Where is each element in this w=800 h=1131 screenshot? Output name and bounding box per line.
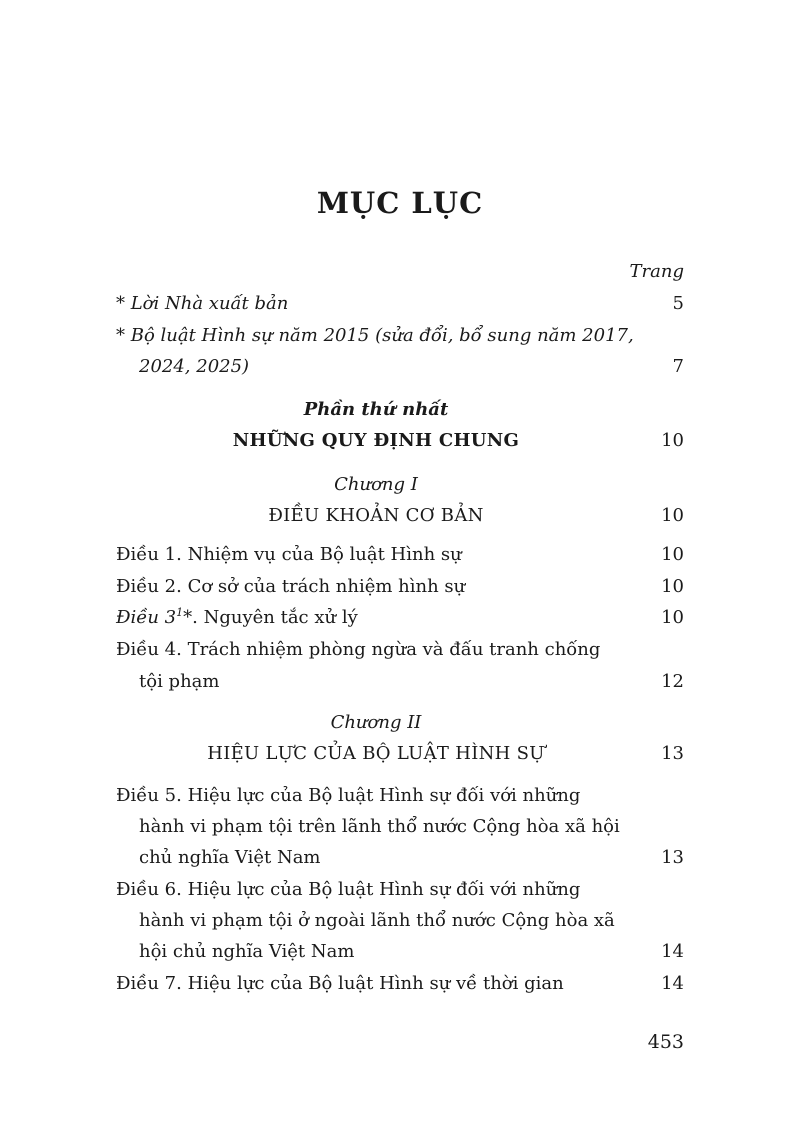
toc-article[interactable] bbox=[116, 541, 684, 569]
toc-entry[interactable] bbox=[116, 322, 684, 350]
toc-page-number: 14 bbox=[661, 941, 684, 962]
toc-article[interactable] bbox=[116, 782, 684, 810]
toc-page-number: 12 bbox=[661, 671, 684, 692]
chapter-title: ĐIỀU KHOẢN CƠ BẢN bbox=[268, 505, 484, 526]
toc-page-number: 10 bbox=[661, 607, 684, 628]
toc-page-number: 10 bbox=[661, 505, 684, 526]
article-text: chủ nghĩa Việt Nam bbox=[139, 847, 321, 868]
toc-entry-continuation[interactable] bbox=[116, 353, 684, 381]
toc-article-continuation[interactable] bbox=[116, 813, 684, 841]
toc-page-number: 10 bbox=[661, 576, 684, 597]
chapter-heading[interactable] bbox=[116, 740, 684, 768]
toc-page-number: 13 bbox=[661, 847, 684, 868]
chapter-title: HIỆU LỰC CỦA BỘ LUẬT HÌNH SỰ bbox=[207, 743, 545, 764]
article-label: Điều 3 bbox=[116, 607, 177, 628]
chapter-heading[interactable] bbox=[116, 502, 684, 530]
toc-page-number: 10 bbox=[661, 430, 684, 451]
toc-article-continuation[interactable] bbox=[116, 844, 684, 872]
toc-article-continuation[interactable] bbox=[116, 907, 684, 935]
article-text: Điều 6. Hiệu lực của Bộ luật Hình sự đối với những bbox=[116, 879, 581, 900]
toc-article[interactable] bbox=[116, 604, 684, 632]
toc-page-number: 5 bbox=[672, 293, 684, 314]
toc-entry-text: * Lời Nhà xuất bản bbox=[116, 293, 289, 314]
chapter-label-text: Chương I bbox=[334, 474, 418, 495]
toc-article[interactable] bbox=[116, 970, 684, 998]
toc-article[interactable] bbox=[116, 636, 684, 664]
article-text: Điều 1. Nhiệm vụ của Bộ luật Hình sự bbox=[116, 544, 462, 565]
page-number: 453 bbox=[647, 1031, 684, 1053]
article-text: Điều 5. Hiệu lực của Bộ luật Hình sự đối với những bbox=[116, 785, 581, 806]
article-text bbox=[116, 604, 358, 632]
article-text: hội chủ nghĩa Việt Nam bbox=[139, 941, 355, 962]
article-text: Điều 7. Hiệu lực của Bộ luật Hình sự về thời gian bbox=[116, 973, 564, 994]
toc-entry-text: 2024, 2025) bbox=[139, 356, 250, 377]
toc-article-continuation[interactable] bbox=[116, 938, 684, 966]
article-text: Điều 4. Trách nhiệm phòng ngừa và đấu tranh chống bbox=[116, 639, 601, 660]
toc-article[interactable] bbox=[116, 573, 684, 601]
chapter-label bbox=[116, 709, 684, 737]
toc-page-number: 14 bbox=[661, 973, 684, 994]
toc-entry[interactable] bbox=[116, 290, 684, 318]
article-text: hành vi phạm tội trên lãnh thổ nước Cộng hòa xã hội bbox=[139, 816, 620, 837]
toc-page-number: 7 bbox=[672, 356, 684, 377]
chapter-label bbox=[116, 471, 684, 499]
part-heading[interactable] bbox=[116, 427, 684, 455]
toc-page-number: 10 bbox=[661, 544, 684, 565]
chapter-label-text: Chương II bbox=[330, 712, 422, 733]
toc-entry-text: * Bộ luật Hình sự năm 2015 (sửa đổi, bổ sung năm 2017, bbox=[116, 325, 634, 346]
part-label bbox=[116, 396, 684, 424]
article-text: tội phạm bbox=[139, 671, 220, 692]
article-text: Điều 2. Cơ sở của trách nhiệm hình sự bbox=[116, 576, 466, 597]
toc-page-number: 13 bbox=[661, 743, 684, 764]
article-star: * bbox=[183, 607, 193, 628]
article-superscript: 1 bbox=[176, 606, 184, 619]
article-rest: . Nguyên tắc xử lý bbox=[192, 607, 358, 628]
article-text: hành vi phạm tội ở ngoài lãnh thổ nước Cộng hòa xã bbox=[139, 910, 615, 931]
toc-article-continuation[interactable] bbox=[116, 668, 684, 696]
toc-article[interactable] bbox=[116, 876, 684, 904]
part-label-text: Phần thứ nhất bbox=[303, 399, 449, 420]
page-column-label: Trang bbox=[629, 261, 684, 282]
part-title: NHỮNG QUY ĐỊNH CHUNG bbox=[232, 430, 520, 451]
page-column-header bbox=[116, 258, 684, 286]
page-title: MỤC LỤC bbox=[316, 186, 484, 220]
